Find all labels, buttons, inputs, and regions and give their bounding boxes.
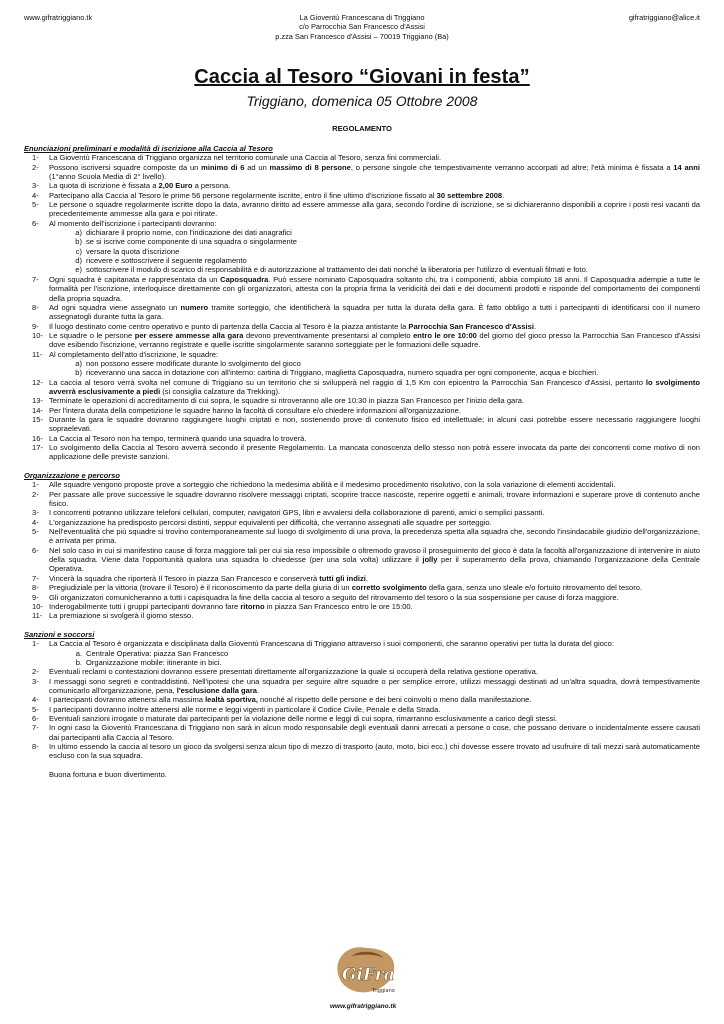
rule-number: 9- (32, 592, 39, 602)
rule-text: La quota di iscrizione è fissata a 2,00 Euro a persona. (49, 181, 231, 191)
sub-item-text: non possono essere modificate durante lo svolgimento del gioco (86, 358, 301, 368)
rule-text: Al momento dell'iscrizione i partecipanti dovranno: (49, 218, 217, 228)
sub-item (49, 256, 700, 265)
rule-item (24, 593, 700, 602)
rule-number: 14- (32, 405, 43, 415)
rule-number: 13- (32, 396, 43, 406)
rule-item (24, 322, 700, 331)
sub-item (49, 247, 700, 256)
rule-text: L'organizzazione ha predisposto percorsi distinti, seppur equivalenti per difficoltà, che verranno assegnati alle squadre per sorteggio. (49, 517, 492, 527)
rule-number: 2- (32, 489, 39, 499)
sub-item (49, 368, 700, 377)
rule-number: 3- (32, 508, 39, 518)
closing-text: Buona fortuna e buon divertimento. (49, 770, 167, 780)
section-title: Organizzazione e percorso (24, 471, 121, 481)
section-spacer (24, 462, 700, 471)
rule-number: 6- (32, 218, 39, 228)
sub-item-letter: b) (75, 368, 82, 378)
rule-text: Ogni squadra è capitanata e rappresentata da un Caposquadra. Può essere nominato Caposquadra soltanto chi, tra i componenti, abbia compiuto 18 anni. Il Caposquadra adempie a tutte le formalità per l'iscrizione, interloquisce direttamente con gli organizzatori, attesta con la propria firma la veridicità dei dati e dei documenti prodotti e risponde del comportamento dei componenti della propria squadra. (49, 274, 700, 303)
sub-item (49, 649, 700, 658)
rule-text: Partecipano alla Caccia al Tesoro le prime 56 persone regolarmente iscritte, entro il fine ultimo d'iscrizione fissato al 30 settembre 2008. (49, 190, 505, 200)
rule-number: 3- (32, 181, 39, 191)
rule-number: 8- (32, 302, 39, 312)
rule-number: 10- (32, 601, 43, 611)
rule-number: 4- (32, 695, 39, 705)
rule-item (24, 443, 700, 462)
rules-content (24, 144, 700, 779)
rule-text: Per passare alle prove successive le squadre dovranno risolvere messaggi criptati, scoprire tracce nascoste, reperire oggetti e animali, trovare informazioni e superare prove di contenuto anche fisico. (49, 489, 700, 509)
rule-item (24, 480, 700, 489)
rule-number: 5- (32, 200, 39, 210)
sub-list (49, 359, 700, 378)
rule-item (24, 275, 700, 303)
rules-list (24, 153, 700, 461)
rule-item (24, 153, 700, 162)
rule-text: Lo svolgimento della Caccia al Tesoro avverrà secondo il presente Regolamento. La mancata conoscenza dello stesso non potrà essere invocata da parte dei concorrenti come motivo di non applicazione delle previste sanzioni. (49, 443, 700, 462)
rule-item (24, 434, 700, 443)
rule-number: 17- (32, 443, 43, 452)
rule-item (24, 602, 700, 611)
rule-text: Gli organizzatori comunicheranno a tutti i capisquadra la fine della caccia al tesoro a seguito del ritrovamento del tesoro o la sua sospensione per cause di forza maggiore. (49, 592, 619, 602)
rule-item (24, 181, 700, 190)
sub-item-text: se si iscrive come componente di una squadra o singolarmente (86, 237, 298, 247)
header-address-line-3: p.zza San Francesco d'Assisi – 70019 Triggiano (Ba) (275, 31, 449, 41)
rule-item (24, 163, 700, 182)
sub-item-letter: c) (75, 246, 82, 256)
rule-number: 15- (32, 414, 43, 424)
rule-text: I concorrenti potranno utilizzare telefoni cellulari, computer, navigatori GPS, libri e avvalersi della collaborazione di parenti, amici o semplici passanti. (49, 508, 545, 518)
header-address (200, 13, 524, 41)
sub-item (49, 359, 700, 368)
rule-text: La premiazione si svolgerà il giorno stesso. (49, 611, 194, 621)
rule-text: Il luogo destinato come centro operativo e punto di partenza della Caccia al Tesoro è la piazza antistante la Parrocchia San Francesco d'Assisi. (49, 321, 537, 331)
rule-item (24, 714, 700, 723)
section-title: Sanzioni e soccorsi (24, 629, 95, 639)
rule-number: 6- (32, 713, 39, 723)
svg-text:GiFra: GiFra (342, 965, 395, 985)
rule-text: Per l'intera durata della competizione le squadre hanno la facoltà di consultare e/o chiedere informazioni all'organizzazione. (49, 405, 461, 415)
rule-text: Nel solo caso in cui si manifestino cause di forza maggiore tali per cui sia reso impossibile o oltremodo gravoso il proseguimento del gioco è data la facoltà all'organizzazione di intervenire in aiuto della squadra. Viene data l'opportunità qualora una squadra lo chiedesse (per una sola volta) utilizzare il jolly per il superamento della prova, chiamando l'organizzazione della Centrale Operativa. (49, 545, 700, 574)
rule-text: I messaggi sono segreti e contraddistinti. Nell'ipotesi che una squadra per seguire altre squadre o per semplice errore, utilizzi messaggi destinati ad un'altra squadra, dovrà tempestivamente comunicarlo all'organizzazione, pena, l'esclusione dalla gara. (49, 676, 700, 695)
rule-number: 3- (32, 676, 39, 686)
rule-number: 4- (32, 190, 39, 200)
rule-item (24, 415, 700, 434)
sub-item (49, 228, 700, 237)
rule-number: 1- (32, 153, 39, 163)
sub-item-letter: e) (75, 265, 82, 275)
rule-item (24, 350, 700, 378)
rule-item (24, 677, 700, 696)
rule-number: 5- (32, 704, 39, 714)
rule-number: 1- (32, 639, 39, 649)
rule-item (24, 331, 700, 350)
rule-item (24, 667, 700, 676)
sub-list (49, 228, 700, 275)
regolamento-heading: REGOLAMENTO (332, 124, 392, 133)
rule-item (24, 639, 700, 667)
rules-list (24, 639, 700, 760)
sub-item-letter: a) (75, 228, 82, 238)
rule-item (24, 574, 700, 583)
rule-number: 9- (32, 321, 39, 331)
rule-number: 1- (32, 480, 39, 490)
rule-text: In ultimo essendo la caccia al tesoro un gioco da svolgersi senza alcun tipo di mezzo di trasporto (auto, moto, bici ecc.) chi dovesse essere trovato ad usufruire di tali mezzi sarà automaticamente escluso con la sua squadra. (49, 742, 700, 761)
rule-text: Le squadre o le persone per essere ammesse alla gara devono preventivamente presentarsi al completo entro le ore 10:00 del giorno del gioco presso la Parrocchia San Francesco d'Assisi dove esibendo l'iscrizione, verranno registrate e quelle iscritte singolarmente saranno sorteggiate per le formazioni delle squadre. (49, 330, 701, 350)
sub-item-text: versare la quota d'iscrizione (86, 246, 180, 256)
rule-number: 7- (32, 274, 39, 284)
rule-item (24, 396, 700, 405)
sub-item (49, 658, 700, 667)
rule-text: Possono iscriversi squadre composte da un minimo di 6 ad un massimo di 8 persone, o persone singole che tempestivamente verranno accorpati ad altre; l'età minima è fissata a 14 anni (1°anno Scuola Media di 2° livello). (49, 162, 700, 182)
sub-item-text: riceveranno una sacca in dotazione con all'interno: cartina di Triggiano, maglietta Caposquadra, numero squadra per ogni componente, acqua e bicchieri. (86, 368, 599, 378)
sub-item (49, 237, 700, 246)
rule-number: 11- (32, 611, 43, 621)
rule-item (24, 705, 700, 714)
rule-text: I partecipanti dovranno inoltre attenersi alle norme e leggi vigenti in particolare il Codice Civile, Penale e della Strada. (49, 704, 441, 714)
rule-text: Le persone o squadre regolarmente iscritte dopo la data, avranno diritto ad essere ammesse alla gara, secondo l'ordine di iscrizione, se si dichiareranno disponibili a coprire i posti resi vacanti da precedentemente ammesse alla gara e poi ritirate. (49, 200, 700, 219)
rule-text: La Gioventù Francescana di Triggiano organizza nel territorio comunale una Caccia al Tesoro, senza fini commerciali. (49, 153, 442, 163)
rule-text: Eventuali sanzioni irrogate o maturate dai partecipanti per la violazione delle norme e leggi di cui sopra, rimarranno esclusivamente a carico degli stessi. (49, 713, 558, 723)
sub-item-text: Centrale Operativa: piazza San Francesco (86, 648, 229, 658)
rule-text: La caccia al tesoro verrà svolta nel comune di Triggiano su un territorio che si svilupperà nel raggio di 1,5 Km con epicentro la Parrocchia San Francesco d'Assisi, pertanto lo svolgimento avverrà esclusivamente a piedi (si consiglia calzature da Trekking). (49, 377, 700, 396)
document-subtitle: Triggiano, domenica 05 Ottobre 2008 (246, 93, 478, 109)
header-website: www.gifratriggiano.tk (24, 13, 93, 22)
sub-item-text: ricevere e sottoscrivere il seguente regolamento (86, 256, 247, 266)
rule-text: I partecipanti dovranno attenersi alla massima lealtà sportiva, nonché al rispetto delle persone e dei beni coinvolti o meno dalla manifestazione. (49, 695, 532, 705)
sub-item-text: sottoscrivere il modulo di scarico di responsabilità e di autorizzazione al trattamento dei dati nonché la liberatoria per l'utilizzo di eventuali filmati e foto. (86, 265, 588, 275)
sub-item-letter: b. (75, 657, 82, 667)
rule-number: 2- (32, 667, 39, 677)
rule-item (24, 200, 700, 219)
rule-item (24, 303, 700, 322)
header-email: gifratriggiano@alice.it (628, 13, 700, 22)
rule-item (24, 191, 700, 200)
rule-number: 12- (32, 377, 43, 387)
rule-number: 11- (32, 349, 43, 359)
rule-item (24, 583, 700, 592)
rule-text: La Caccia al Tesoro non ha tempo, terminerà quando una squadra lo troverà. (49, 433, 307, 443)
rule-number: 2- (32, 162, 39, 172)
section-spacer (24, 621, 700, 630)
rule-item (24, 490, 700, 509)
rules-list (24, 480, 700, 620)
rule-item (24, 723, 700, 742)
rule-number: 8- (32, 583, 39, 593)
sub-item-letter: a) (75, 358, 82, 368)
rule-number: 4- (32, 517, 39, 527)
rule-item (24, 611, 700, 620)
rule-text: Inderogabilmente tutti i gruppi partecipanti dovranno fare ritorno in piazza San Francesco entro le ore 15:00. (49, 601, 413, 611)
rule-text: Al completamento dell'atto d'iscrizione, le squadre: (49, 349, 219, 359)
rule-item (24, 695, 700, 704)
document-title: Caccia al Tesoro “Giovani in festa” (194, 66, 530, 88)
rule-number: 6- (32, 545, 39, 555)
rule-text: La Caccia al Tesoro è organizzata e disciplinata dalla Gioventù Francescana di Triggiano attraverso i suoi componenti, che saranno operativi per tutta la durata del gioco: (49, 639, 614, 649)
header-address-line-2: c/o Parrocchia San Francesco d'Assisi (299, 22, 425, 32)
rule-item (24, 508, 700, 517)
rule-number: 5- (32, 527, 39, 537)
rule-number: 16- (32, 433, 43, 443)
section-title: Enunciazioni preliminari e modalità di iscrizione alla Caccia al Tesoro (24, 144, 273, 153)
rule-text: Pregiudiziale per la vittoria (trovare il Tesoro) è il riconoscimento da parte della giuria di un corretto svolgimento della gara, senza uno sleale e/o fortuito ritrovamento del tesoro. (49, 583, 643, 593)
sub-list (49, 649, 700, 668)
rule-item (24, 742, 700, 761)
rule-text: Durante la gara le squadre dovranno raggiungere luoghi criptati e non, sostenendo prove di contenuto fisico ed intellettuale; in alcuni casi potrebbe essere necessario raggiungere luoghi sopraelevati. (49, 414, 700, 434)
rule-item (24, 219, 700, 275)
header-address-line-1: La Gioventù Francescana di Triggiano (299, 13, 425, 22)
rule-item (24, 527, 700, 546)
sub-item-text: Organizzazione mobile: itinerante in bici. (86, 657, 222, 667)
sub-item-letter: a. (75, 648, 82, 658)
rule-text: Nell'eventualità che più squadre si trovino contemporaneamente sul luogo di svolgimento di una prova, la precedenza spetta alla squadra che, secondo l'insindacabile giudizio dell'organizzazione, è arrivata per prima. (49, 527, 700, 546)
rule-number: 7- (32, 723, 39, 733)
rule-text: Alle squadre vengono proposte prove a sorteggio che richiedono la medesima abilità e il medesimo procedimento risolutivo, con la sola variazione di elementi accidentali. (49, 480, 616, 490)
rule-item (24, 378, 700, 397)
sub-item-text: dichiarare il proprio nome, con l'indicazione dei dati anagrafici (86, 228, 292, 238)
logo-url: www.gifratriggiano.tk (330, 1003, 397, 1010)
rule-text: Vincerà la squadra che riporterà Il Tesoro in piazza San Francesco e conserverà tutti gli indizi. (49, 573, 368, 583)
rule-number: 8- (32, 742, 39, 751)
rule-text: Eventuali reclami o contestazioni dovranno essere presentati direttamente all'organizzazione la quale si occuperà della relativa gestione operativa. (49, 667, 538, 677)
logo-subtext: Triggiano (372, 988, 395, 994)
rule-item (24, 546, 700, 574)
rule-number: 7- (32, 573, 39, 583)
rule-item (24, 406, 700, 415)
sub-item (49, 265, 700, 274)
rule-text: Ad ogni squadra viene assegnato un numero tramite sorteggio, che identificherà la squadra per tutta la durata della gara. È fatto obbligo a tutti i partecipanti di identificarsi con il numero assegnatogli durante tutta la gara. (49, 302, 700, 322)
rule-item (24, 518, 700, 527)
sub-item-letter: b) (75, 237, 82, 247)
rule-number: 10- (32, 330, 43, 340)
rule-text: In ogni caso la Gioventù Francescana di Triggiano non sarà in alcun modo responsabile degli eventuali danni arrecati a persone o cose, che possano derivare o incidentalmente essere causati dai partecipanti alla Caccia al Tesoro. (49, 723, 700, 742)
sub-item-letter: d) (75, 256, 82, 266)
rule-text: Terminate le operazioni di accreditamento di cui sopra, le squadre si ritroveranno alle ore 10:30 in piazza San Francesco per l'inizio della gara. (49, 396, 525, 406)
